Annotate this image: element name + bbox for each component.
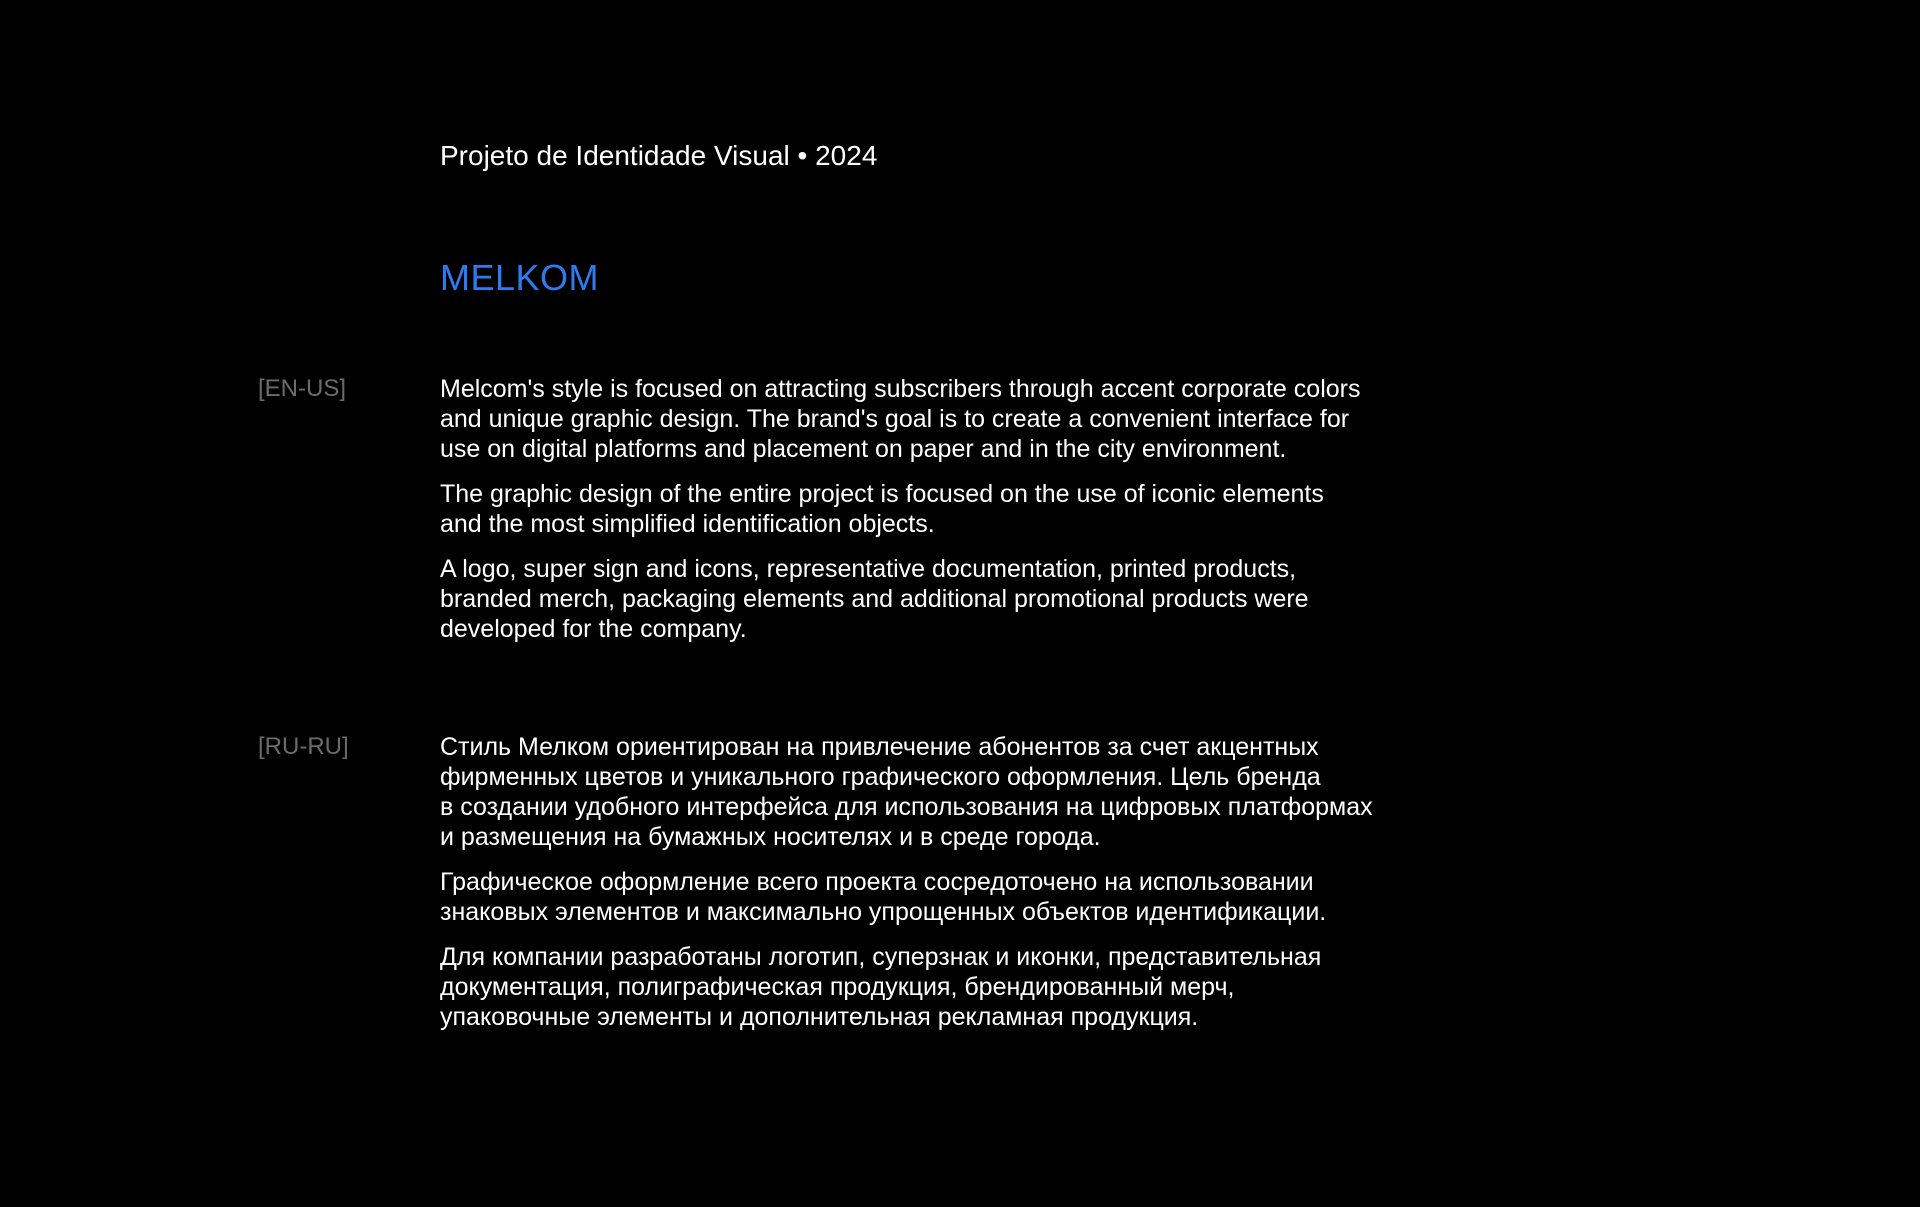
paragraph-line: документация, полиграфическая продукция, брендированный мерч, — [440, 973, 1235, 1001]
section-body — [440, 732, 1460, 1047]
paragraph — [440, 374, 1460, 464]
paragraph-line: developed for the company. — [440, 615, 747, 643]
project-header: Projeto de Identidade Visual • 2024 — [440, 140, 878, 171]
language-tag: [RU-RU] — [258, 733, 349, 760]
paragraph — [440, 479, 1460, 539]
paragraph — [440, 732, 1460, 852]
paragraph-line: Графическое оформление всего проекта сосредоточено на использовании — [440, 868, 1314, 896]
paragraph-line: Melcom's style is focused on attracting subscribers through accent corporate colors — [440, 375, 1361, 403]
paragraph — [440, 554, 1460, 644]
paragraph — [440, 942, 1460, 1032]
paragraph-line: use on digital platforms and placement on paper and in the city environment. — [440, 435, 1287, 463]
paragraph-line: в создании удобного интерфейса для использования на цифровых платформах — [440, 793, 1373, 821]
paragraph-line: и размещения на бумажных носителях и в среде города. — [440, 823, 1101, 851]
paragraph — [440, 867, 1460, 927]
paragraph-line: The graphic design of the entire project is focused on the use of iconic elements — [440, 480, 1324, 508]
brand-name: MELKOM — [440, 257, 600, 298]
paragraph-line: упаковочные элементы и дополнительная рекламная продукция. — [440, 1003, 1199, 1031]
paragraph-line: and unique graphic design. The brand's goal is to create a convenient interface for — [440, 405, 1350, 433]
paragraph-line: Для компании разработаны логотип, суперзнак и иконки, представительная — [440, 943, 1322, 971]
paragraph-line: and the most simplified identification objects. — [440, 510, 935, 538]
paragraph-line: A logo, super sign and icons, representative documentation, printed products, — [440, 555, 1297, 583]
paragraph-line: знаковых элементов и максимально упрощенных объектов идентификации. — [440, 898, 1327, 926]
paragraph-line: фирменных цветов и уникального графического оформления. Цель бренда — [440, 763, 1321, 791]
paragraph-line: Стиль Мелком ориентирован на привлечение абонентов за счет акцентных — [440, 733, 1319, 761]
paragraph-line: branded merch, packaging elements and additional promotional products were — [440, 585, 1309, 613]
section-body — [440, 374, 1460, 659]
language-tag: [EN-US] — [258, 375, 347, 402]
